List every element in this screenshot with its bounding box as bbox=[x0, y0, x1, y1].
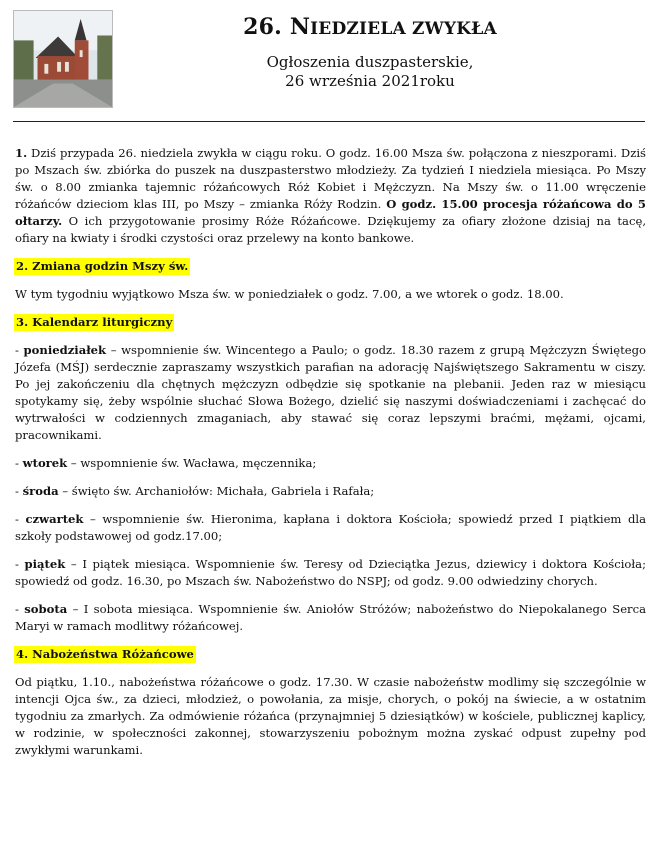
day-prefix: - bbox=[15, 557, 25, 571]
calendar-day bbox=[15, 342, 646, 444]
page-title bbox=[150, 14, 590, 40]
day-prefix: - bbox=[15, 602, 25, 616]
day-name: poniedziałek bbox=[23, 343, 107, 357]
title-initial: N bbox=[289, 14, 311, 40]
section-1-procession: O godz. 15.00 procesja różańcowa do 5 ołtarzy. bbox=[15, 197, 646, 228]
section-1 bbox=[15, 145, 646, 247]
day-prefix: - bbox=[15, 484, 23, 498]
section-3-heading-row bbox=[15, 314, 646, 331]
day-name: środa bbox=[22, 484, 59, 498]
day-prefix: - bbox=[15, 343, 24, 357]
day-text: – wspomnienie św. Hieronima, kapłana i doktora Kościoła; spowiedź przed I piątkiem dla szkoły podstawowej od godz.17.00; bbox=[15, 512, 646, 543]
calendar-day bbox=[15, 483, 646, 500]
calendar-day bbox=[15, 601, 646, 635]
header-divider bbox=[13, 121, 645, 122]
day-prefix: - bbox=[15, 512, 26, 526]
subtitle bbox=[150, 53, 590, 91]
day-text: – I piątek miesiąca. Wspomnienie św. Teresy od Dzieciątka Jezus, dziewicy i doktora Kościoła; spowiedź od godz. 16.30, po Mszach św. Nabożeństwo do NSPJ; od godz. 9.00 odwiedziny chorych. bbox=[15, 557, 646, 588]
section-1-number: 1. bbox=[15, 146, 28, 160]
day-text: – wspomnienie św. Wacława, męczennika; bbox=[67, 456, 317, 470]
calendar-day bbox=[15, 556, 646, 590]
section-4-heading-row bbox=[15, 646, 646, 663]
calendar-day bbox=[15, 455, 646, 472]
section-1-text-a: Dziś przypada 26. niedziela zwykła w ciągu roku. O godz. 16.00 Msza św. połączona z nieszporami. Dziś po Mszach św. zbiórka do puszek na duszpasterstwo młodzieży. Za tydzień I niedziela miesiąca. Po Mszy św. o 8.00 zmianka tajemnic różańcowych Róż Kobiet i Mężczyzn. Na Mszy św. o 11.00 wręczenie różańców dzieciom klas III, po Mszy – zmianka Róży Rodzin. bbox=[15, 146, 646, 211]
day-name: sobota bbox=[24, 602, 68, 616]
section-2-text: W tym tygodniu wyjątkowo Msza św. w poniedziałek o godz. 7.00, a we wtorek o godz. 18.00. bbox=[15, 287, 564, 301]
church-photo-image bbox=[14, 11, 112, 107]
title-number: 26. bbox=[243, 14, 290, 40]
section-3-heading: 3. Kalendarz liturgiczny bbox=[16, 315, 173, 329]
announcements-body bbox=[15, 145, 646, 770]
section-2-heading: 2. Zmiana godzin Mszy św. bbox=[16, 259, 189, 273]
day-prefix: - bbox=[15, 456, 23, 470]
day-name: czwartek bbox=[25, 512, 84, 526]
church-photo bbox=[13, 10, 113, 108]
bulletin-header bbox=[150, 14, 590, 91]
calendar-day bbox=[15, 511, 646, 545]
subtitle-line-2: 26 września 2021roku bbox=[285, 72, 455, 90]
day-text: – święto św. Archaniołów: Michała, Gabriela i Rafała; bbox=[58, 484, 375, 498]
day-name: wtorek bbox=[22, 456, 68, 470]
section-2-heading-row bbox=[15, 258, 646, 275]
title-rest: IEDZIELA ZWYKŁA bbox=[310, 19, 497, 39]
section-4-heading: 4. Nabożeństwa Różańcowe bbox=[16, 647, 194, 661]
day-text: – I sobota miesiąca. Wspomnienie św. Aniołów Stróżów; nabożeństwo do Niepokalanego Serca Maryi w ramach modlitwy różańcowej. bbox=[15, 602, 646, 633]
section-1-text-b: O ich przygotowanie prosimy Róże Różańcowe. Dziękujemy za ofiary złożone dzisiaj na tacę, ofiary na kwiaty i środki czystości oraz przelewy na konto bankowe. bbox=[15, 214, 646, 245]
section-4-text: Od piątku, 1.10., nabożeństwa różańcowe o godz. 17.30. W czasie nabożeństw modlimy się szczególnie w intencji Ojca św., za dzieci, młodzież, o powołania, za misje, chorych, o pokój na świecie, a w ostatnim tygodniu za zmarłych. Za odmówienie różańca (przynajmniej 5 dziesiątków) w kościele, publicznej kaplicy, w rodzinie, w społeczności zakonnej, stowarzyszeniu pobożnym można zyskać odpust zupełny pod zwykłymi warunkami. bbox=[15, 675, 646, 757]
day-name: piątek bbox=[24, 557, 66, 571]
subtitle-line-1: Ogłoszenia duszpasterskie, bbox=[266, 53, 474, 71]
day-text: – wspomnienie św. Wincentego a Paulo; o godz. 18.30 razem z grupą Mężczyzn Świętego Józefa (MŚJ) serdecznie zapraszamy wszystkich parafian na adorację Najświętszego Sakramentu w ciszy. Po jej zakończeniu dla chętnych mężczyzn odbędzie się spotkanie na plebanii. Jeden raz w miesiącu spotykamy się, żeby wspólnie słuchać Słowa Bożego, dzielić się naszymi doświadczeniami i zachęcać do wytrwałości w codziennych zmaganiach, aby stawać się coraz lepszymi braćmi, mężami, ojcami, pracownikami. bbox=[15, 343, 646, 442]
